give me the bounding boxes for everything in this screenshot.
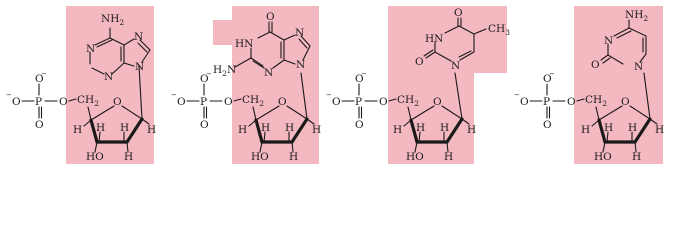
phosphorus-atom: P — [35, 96, 43, 108]
methyl-group: $CH_3$ — [488, 23, 510, 37]
h-atom: H — [628, 122, 638, 134]
h-atom: H — [238, 124, 248, 136]
phosphate-oxygen-bottom: O — [35, 119, 44, 131]
h-atom: H — [444, 151, 454, 163]
highlight-panels — [66, 6, 663, 164]
nh-group: HN — [425, 33, 444, 45]
ring-oxygen: O — [433, 96, 442, 108]
ch2-group: $CH_2$ — [242, 94, 264, 108]
glycosidic-n-atom: N — [135, 61, 145, 73]
amino-group: $NH_2$ — [101, 13, 125, 27]
nh-group: HN — [235, 38, 254, 50]
phosphate-charge: − — [171, 91, 177, 99]
phosphate-oxygen-top: O — [200, 73, 209, 85]
phosphate-charge: − — [549, 70, 555, 78]
ch2-group: $CH_2$ — [585, 94, 607, 108]
phosphate-oxygen-top: O — [35, 73, 44, 85]
h-atom: H — [285, 122, 295, 134]
ester-oxygen: O — [379, 96, 388, 108]
glycosidic-n-atom: N — [296, 59, 306, 71]
h-atom: H — [312, 124, 322, 136]
phosphate-oxygen-left: O — [332, 96, 341, 108]
carbonyl-oxygen: O — [266, 11, 275, 23]
h-atom: H — [147, 124, 157, 136]
n-atom: N — [604, 35, 614, 47]
n-atom: N — [104, 71, 114, 83]
phosphate-oxygen-left: O — [520, 96, 529, 108]
h-atom: H — [289, 151, 299, 163]
phosphate-charge: − — [6, 91, 12, 99]
ester-oxygen: O — [567, 96, 576, 108]
phosphorus-atom: P — [355, 96, 363, 108]
carbonyl-oxygen: O — [415, 56, 424, 68]
h-atom: H — [261, 122, 271, 134]
ch2-group: $CH_2$ — [77, 94, 99, 108]
n-atom: N — [86, 43, 96, 55]
h-atom: H — [440, 122, 450, 134]
phosphorus-atom: P — [543, 96, 551, 108]
phosphate-oxygen-top: O — [543, 73, 552, 85]
phosphate-charge: − — [514, 91, 520, 99]
ester-oxygen: O — [224, 96, 233, 108]
h-atom: H — [73, 124, 83, 136]
phosphate-oxygen-left: O — [177, 96, 186, 108]
carbonyl-oxygen: O — [454, 7, 463, 19]
hydroxyl-group: HO — [251, 151, 269, 163]
h-atom: H — [632, 151, 642, 163]
glycosidic-n-atom: N — [634, 61, 644, 73]
phosphate-charge: − — [41, 70, 47, 78]
h-atom: H — [393, 124, 403, 136]
amino-group: $H_2N$ — [213, 64, 237, 78]
h-atom: H — [581, 124, 591, 136]
phosphate-oxygen-top: O — [355, 73, 364, 85]
h-atom: H — [604, 122, 614, 134]
h-atom: H — [96, 122, 106, 134]
phosphate-oxygen-bottom: O — [355, 119, 364, 131]
hydroxyl-group: HO — [594, 151, 612, 163]
h-atom: H — [124, 151, 134, 163]
phosphate-oxygen-left: O — [12, 96, 21, 108]
h-atom: H — [416, 122, 426, 134]
amino-group: $NH_2$ — [625, 9, 649, 23]
ring-oxygen: O — [278, 96, 287, 108]
hydroxyl-group: HO — [406, 151, 424, 163]
glycosidic-n-atom: N — [451, 60, 461, 72]
highlight-panel-cytosine — [574, 6, 663, 164]
n-atom: N — [134, 31, 144, 43]
phosphate-charge: − — [206, 70, 212, 78]
ch2-group: $CH_2$ — [397, 94, 419, 108]
phosphate-charge: − — [361, 70, 367, 78]
h-atom: H — [655, 124, 665, 136]
hydroxyl-group: HO — [86, 151, 104, 163]
h-atom: H — [467, 124, 477, 136]
ring-oxygen: O — [621, 96, 630, 108]
phosphate-charge: − — [326, 91, 332, 99]
n-atom: N — [295, 27, 305, 39]
carbonyl-oxygen: O — [591, 59, 600, 71]
h-atom: H — [120, 122, 130, 134]
ring-oxygen: O — [113, 96, 122, 108]
n-atom: N — [264, 67, 274, 79]
ester-oxygen: O — [59, 96, 68, 108]
phosphorus-atom: P — [200, 96, 208, 108]
phosphate-oxygen-bottom: O — [200, 119, 209, 131]
phosphate-oxygen-bottom: O — [543, 119, 552, 131]
